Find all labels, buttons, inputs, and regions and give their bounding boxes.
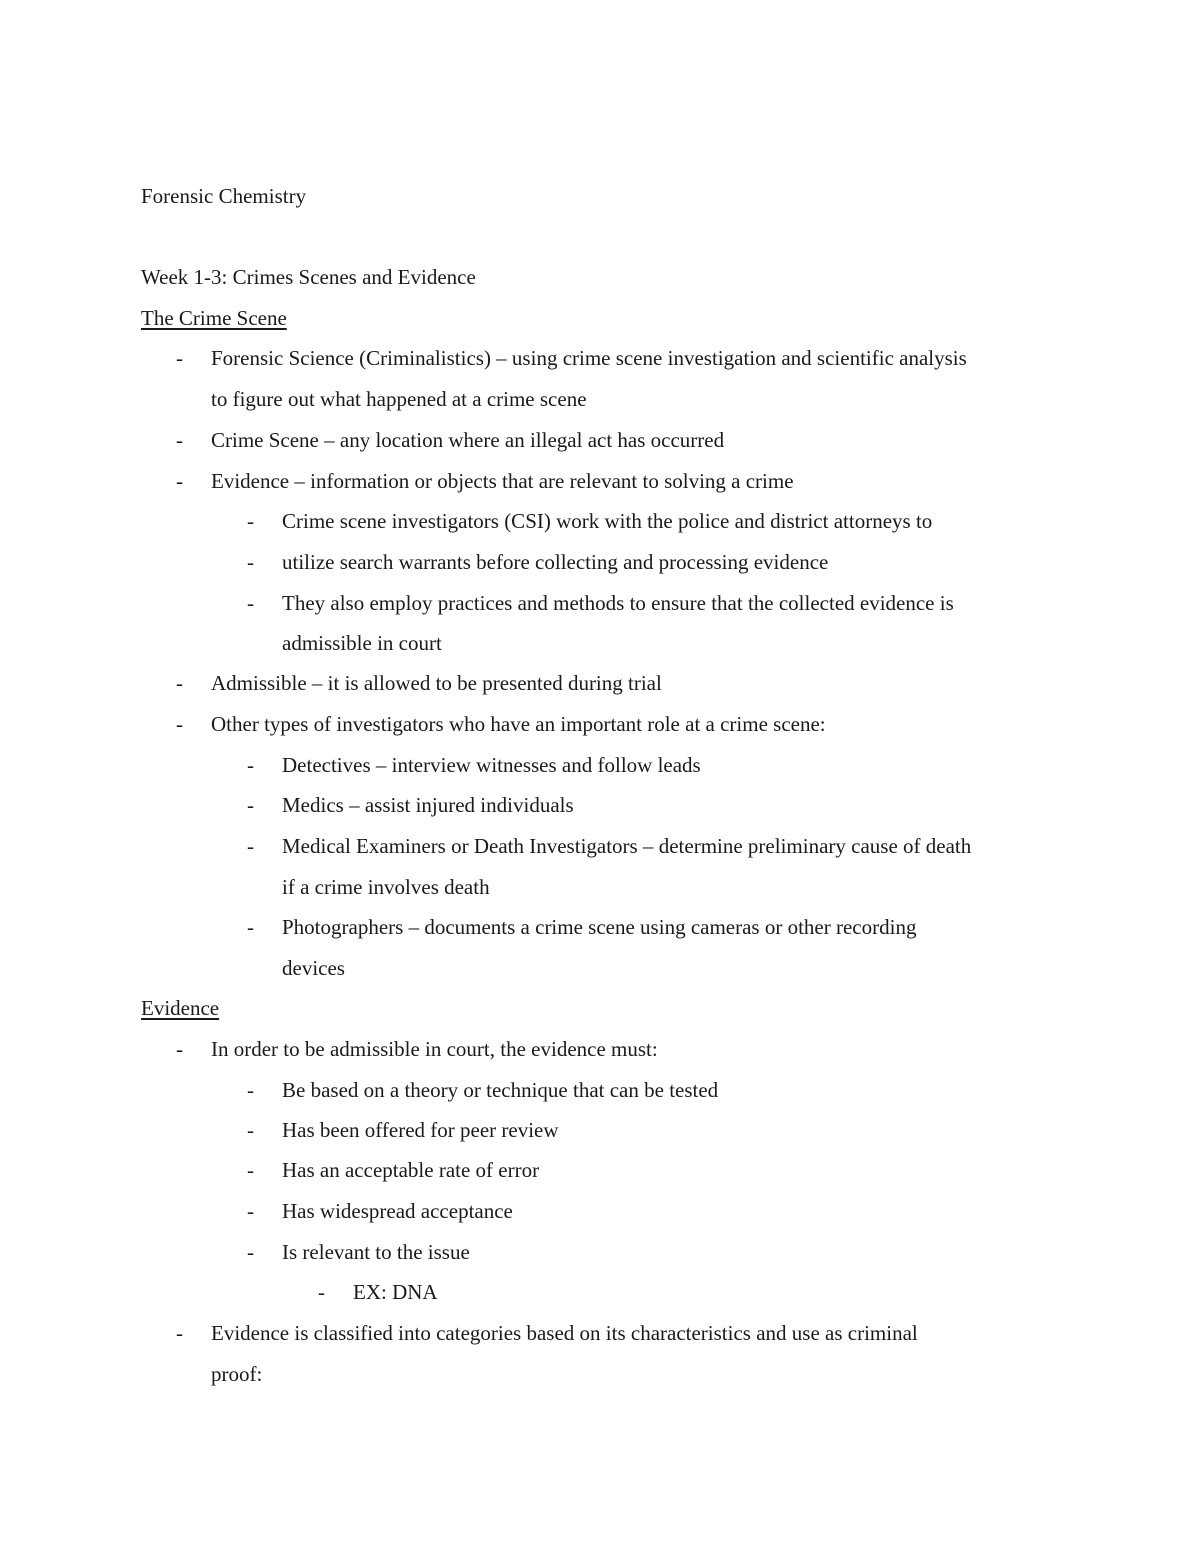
list-item-text: utilize search warrants before collecting and processing evidence bbox=[282, 550, 829, 574]
bullet-dash: - bbox=[247, 1199, 254, 1223]
bullet-dash: - bbox=[247, 1078, 254, 1102]
list-item-text: Medics – assist injured individuals bbox=[282, 793, 574, 817]
list-item-text: Is relevant to the issue bbox=[282, 1240, 470, 1264]
bullet-dash: - bbox=[247, 915, 254, 939]
list-item-text: Photographers – documents a crime scene using cameras or other recording bbox=[282, 915, 917, 939]
bullet-dash: - bbox=[176, 1037, 183, 1061]
bullet-dash: - bbox=[247, 550, 254, 574]
list-item-text: They also employ practices and methods to ensure that the collected evidence is bbox=[282, 591, 954, 615]
list-item-text: Other types of investigators who have an important role at a crime scene: bbox=[211, 712, 826, 736]
list-item-text: proof: bbox=[211, 1362, 263, 1386]
list-item-text: Medical Examiners or Death Investigators – determine preliminary cause of death bbox=[282, 834, 972, 858]
bullet-dash: - bbox=[176, 1321, 183, 1345]
list-item-text: Crime Scene – any location where an illegal act has occurred bbox=[211, 428, 725, 452]
bullet-dash: - bbox=[247, 1240, 254, 1264]
bullet-dash: - bbox=[176, 712, 183, 736]
list-item-text: Crime scene investigators (CSI) work with the police and district attorneys to bbox=[282, 509, 933, 533]
bullet-dash: - bbox=[247, 793, 254, 817]
list-item-text: Evidence – information or objects that are relevant to solving a crime bbox=[211, 469, 794, 493]
list-item-text: devices bbox=[282, 956, 345, 980]
bullet-dash: - bbox=[247, 834, 254, 858]
list-item-text: Be based on a theory or technique that can be tested bbox=[282, 1078, 719, 1102]
list-item-text: if a crime involves death bbox=[282, 875, 490, 899]
list-item-text: Forensic Science (Criminalistics) – using crime scene investigation and scientific analysis bbox=[211, 346, 967, 370]
list-item-text: EX: DNA bbox=[353, 1280, 438, 1304]
list-item-text: Has widespread acceptance bbox=[282, 1199, 513, 1223]
list-item-text: to figure out what happened at a crime scene bbox=[211, 387, 587, 411]
section-heading-crime-scene: The Crime Scene bbox=[141, 306, 287, 330]
document-title: Forensic Chemistry bbox=[141, 184, 307, 208]
bullet-dash: - bbox=[176, 469, 183, 493]
list-item-text: Evidence is classified into categories based on its characteristics and use as criminal bbox=[211, 1321, 918, 1345]
list-item-text: Has been offered for peer review bbox=[282, 1118, 559, 1142]
list-item-text: Has an acceptable rate of error bbox=[282, 1158, 540, 1182]
list-item-text: admissible in court bbox=[282, 631, 442, 655]
section-heading-evidence: Evidence bbox=[141, 996, 220, 1020]
list-item-text: In order to be admissible in court, the evidence must: bbox=[211, 1037, 658, 1061]
bullet-dash: - bbox=[318, 1280, 325, 1304]
bullet-dash: - bbox=[176, 671, 183, 695]
bullet-dash: - bbox=[247, 509, 254, 533]
bullet-dash: - bbox=[176, 346, 183, 370]
bullet-dash: - bbox=[247, 591, 254, 615]
list-item-text: Detectives – interview witnesses and follow leads bbox=[282, 753, 701, 777]
bullet-dash: - bbox=[176, 428, 183, 452]
bullet-dash: - bbox=[247, 1118, 254, 1142]
week-heading: Week 1-3: Crimes Scenes and Evidence bbox=[141, 265, 476, 289]
bullet-dash: - bbox=[247, 1158, 254, 1182]
bullet-dash: - bbox=[247, 753, 254, 777]
list-item-text: Admissible – it is allowed to be presented during trial bbox=[211, 671, 662, 695]
